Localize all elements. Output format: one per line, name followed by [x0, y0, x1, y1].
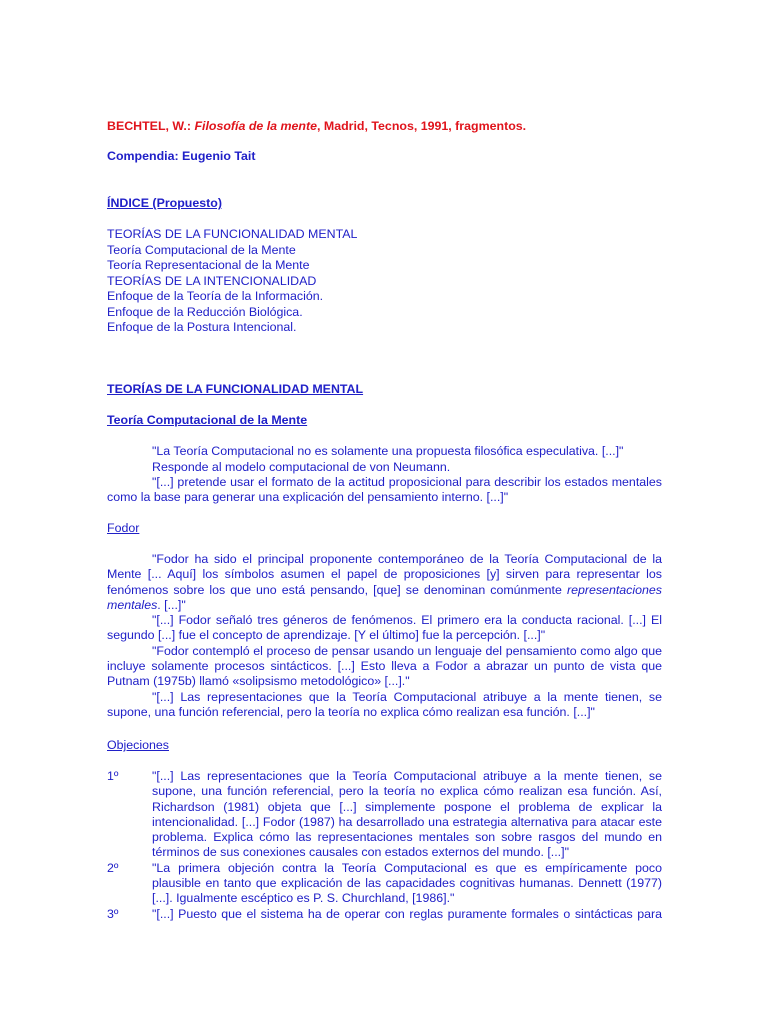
paragraph: "Fodor contempló el proceso de pensar usando un lenguaje del pensamiento como algo que incluye solamente procesos sintácticos. [...] Esto lleva a Fodor a abrazar un punto de vista que Putnam (1975b) llamó «solipsismo metodológico» [...]."	[107, 643, 662, 689]
citation-title: Filosofía de la mente	[194, 119, 317, 133]
objection-number: 3º	[107, 906, 119, 921]
objections-heading: Objeciones	[107, 738, 169, 752]
objection-item	[107, 769, 662, 861]
citation-publisher: , Madrid, Tecnos, 1991, fragmentos.	[317, 119, 527, 133]
emphasis-text: representaciones mentales	[107, 582, 662, 612]
index-item: Enfoque de la Postura Intencional.	[107, 320, 297, 334]
citation-line	[107, 119, 662, 135]
objection-text: "[...] Puesto que el sistema ha de operar con reglas puramente formales o sintácticas para	[152, 906, 662, 921]
index-item: Enfoque de la Reducción Biológica.	[107, 304, 303, 319]
index-item: Teoría Computacional de la Mente	[107, 242, 296, 257]
index-item: Enfoque de la Teoría de la Información.	[107, 289, 324, 303]
index-list	[107, 227, 662, 336]
objection-text: "[...] Las representaciones que la Teoría Computacional atribuye a la mente tienen, se supone, una función referencial, pero la teoría no explica cómo realizan esa función. Así, Richardson (1981) objeta que [...] simplemente pospone el problema de explicar la intencionalidad. [...] Fodor (1987) ha desarrollado una estrategia alternativa para atacar este problema. Explica cómo las representaciones mentales son sobre rasgos del mundo en términos de sus conexiones causales con estados externos del mundo. [...]"	[152, 769, 662, 860]
fodor-heading: Fodor	[107, 521, 140, 535]
objection-number: 2º	[107, 860, 119, 875]
paragraph: "[...] Las representaciones que la Teoría Computacional atribuye a la mente tienen, se supone, una función referencial, pero la teoría no explica cómo realizan esa función. [...]"	[107, 689, 662, 719]
paragraph-text: "Fodor ha sido el principal proponente contemporáneo de la Teoría Computacional de la Mente [... Aquí] los símbolos asumen el papel de proposiciones [y] sirven para representar los fenómenos sobre los que uno está pensando, [que] se denominan comúnmente	[107, 552, 662, 597]
fodor-body	[107, 552, 662, 720]
objection-item	[107, 907, 662, 922]
objection-item	[107, 861, 662, 907]
section1-body	[107, 444, 662, 506]
paragraph: "[...] Fodor señaló tres géneros de fenómenos. El primero era la conducta racional. [...] El segundo [...] fue el concepto de aprendizaje. [Y el último] fue la percepción. [...]"	[107, 613, 662, 643]
index-item: TEORÍAS DE LA FUNCIONALIDAD MENTAL	[107, 227, 358, 241]
citation-author: BECHTEL, W.:	[107, 119, 191, 133]
paragraph-text: . [...]"	[157, 597, 186, 612]
objection-text: "La primera objeción contra la Teoría Computacional es que es empíricamente poco plausible en tanto que explicación de las capacidades cognitivas humanas. Dennett (1977) [...]. Igualmente escéptico es P. S. Churchland, [1986]."	[152, 860, 662, 906]
index-heading: ÍNDICE (Propuesto)	[107, 196, 222, 210]
paragraph	[107, 552, 662, 613]
section-heading: TEORÍAS DE LA FUNCIONALIDAD MENTAL	[107, 382, 364, 396]
compendia-line: Compendia: Eugenio Tait	[107, 149, 256, 163]
objection-number: 1º	[107, 769, 119, 783]
paragraph: "[...] pretende usar el formato de la actitud proposicional para describir los estados mentales como la base para generar una explicación del pensamiento interno. [...]"	[107, 475, 662, 505]
objections-list	[107, 769, 662, 922]
paragraph: "La Teoría Computacional no es solamente una propuesta filosófica especulativa. [...]"	[152, 444, 624, 458]
paragraph: Responde al modelo computacional de von Neumann.	[152, 459, 451, 474]
subsection-heading: Teoría Computacional de la Mente	[107, 413, 308, 427]
index-item: Teoría Representacional de la Mente	[107, 258, 310, 272]
index-item: TEORÍAS DE LA INTENCIONALIDAD	[107, 273, 317, 288]
